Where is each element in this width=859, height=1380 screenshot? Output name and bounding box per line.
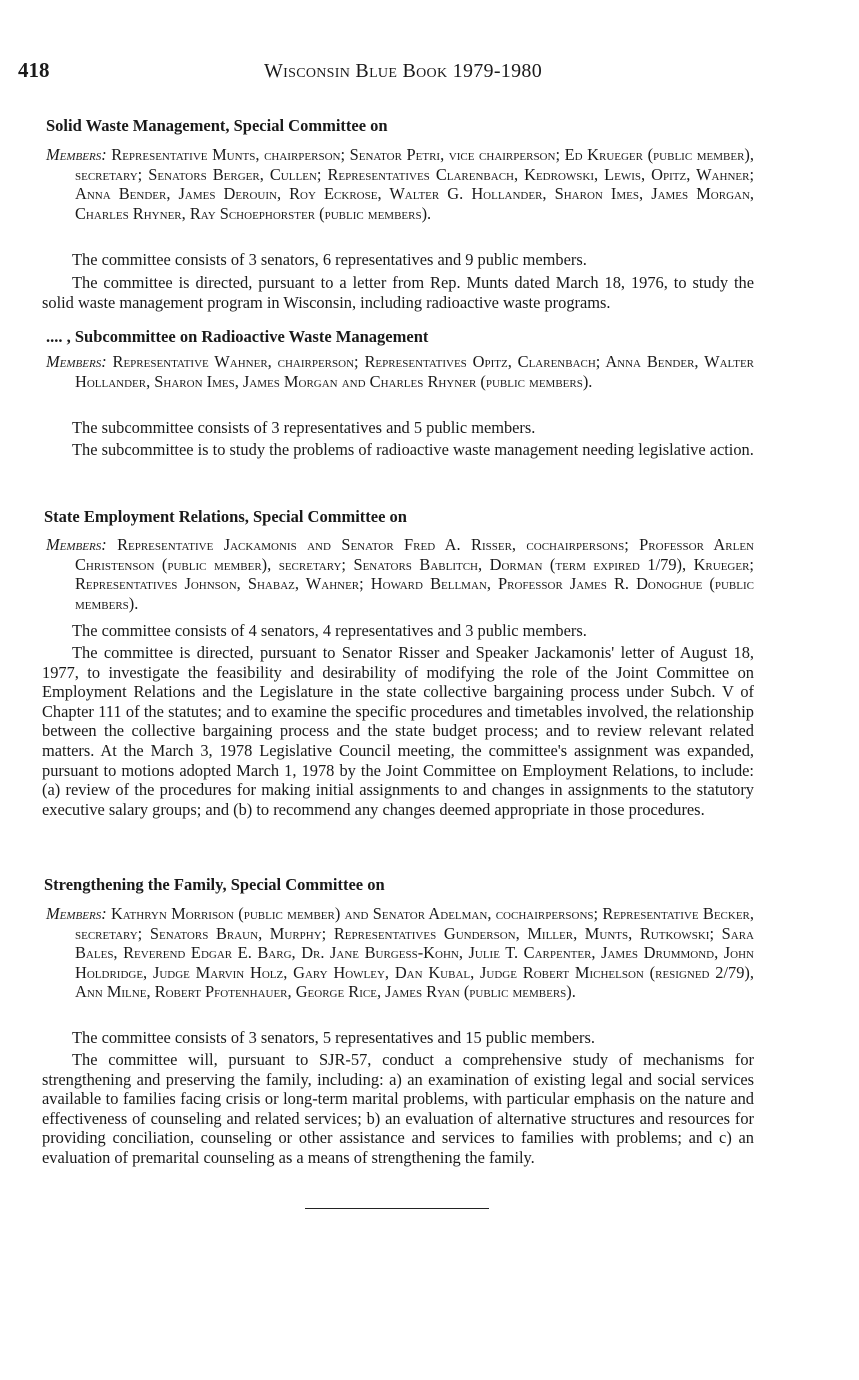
members-text: Kathryn Morrison (public member) and Senator Adelman, cochairpersons; Representative Becker, secretary; Senators Braun, Murphy; Representatives Gunderson, Miller, Munts, Rutkowski; Sara Bales, Reverend Edgar E. Barg, Dr. Jane Burgess-Kohn, Julie T. Carpenter, James Drummond, John Holdridge, Judge Marvin Holz, Gary Howley, Dan Kubal, Judge Robert Michelson (resigned 2/79), Ann Milne, Robert Pfotenhauer, George Rice, James Ryan (public members). xyxy=(75,904,754,1002)
section-heading: State Employment Relations, Special Committee on xyxy=(44,507,407,526)
members-text: Representative Wahner, chairperson; Representatives Opitz, Clarenbach; Anna Bender, Walter Hollander, Sharon Imes, James Morgan and Charles Rhyner (public members). xyxy=(75,352,754,391)
paragraph: The subcommittee consists of 3 representatives and 5 public members. xyxy=(72,418,536,437)
members-list xyxy=(46,145,754,223)
paragraph: The subcommittee is to study the problems of radioactive waste management needing legislative action. xyxy=(72,440,754,459)
paragraph: The committee is directed, pursuant to a letter from Rep. Munts dated March 18, 1976, to study the solid waste management program in Wisconsin, including radioactive waste programs. xyxy=(42,273,754,312)
section-heading: .... , Subcommittee on Radioactive Waste Management xyxy=(46,327,429,346)
paragraph: The committee is directed, pursuant to Senator Risser and Speaker Jackamonis' letter of August 18, 1977, to investigate the feasibility and desirability of modifying the role of the Joint Committee on Employment Relations and the Legislature in the state collective bargaining process under Subch. V of Chapter 111 of the statutes; and to examine the specific procedures and timetables involved, the relationship between the collective bargaining process and the state budget process; and to review relevant related matters. At the March 3, 1978 Legislative Council meeting, the committee's assignment was expanded, pursuant to motions adopted March 1, 1978 by the Joint Committee on Employment Relations, to include: (a) review of the procedures for making initial assignments to and changes in assignments to the statutory executive salary groups; and (b) to recommend any changes deemed appropriate in those procedures. xyxy=(42,643,754,819)
members-label: Members: xyxy=(46,535,107,554)
paragraph: The committee consists of 4 senators, 4 representatives and 3 public members. xyxy=(72,621,587,640)
paragraph: The committee consists of 3 senators, 6 representatives and 9 public members. xyxy=(72,250,587,269)
paragraph: The committee will, pursuant to SJR-57, conduct a comprehensive study of mechanisms for strengthening and preserving the family, including: a) an examination of existing legal and social services available to families facing crisis or long-term marital problems, with particular emphasis on the nature and effectiveness of counseling and related services; b) an evaluation of alternative structures and resources for providing conciliation, counseling or other assistance and services to families with problems; and c) an evaluation of premarital counseling as a means of strengthening the family. xyxy=(42,1050,754,1167)
members-list xyxy=(46,352,754,391)
members-list xyxy=(46,535,754,613)
members-list xyxy=(46,904,754,1002)
members-label: Members: xyxy=(46,145,107,164)
members-text: Representative Munts, chairperson; Senator Petri, vice chairperson; Ed Krueger (public member), secretary; Senators Berger, Cullen; Representatives Clarenbach, Kedrowski, Lewis, Opitz, Wahner; Anna Bender, James Derouin, Roy Eckrose, Walter G. Hollander, Sharon Imes, James Morgan, Charles Rhyner, Ray Schoephorster (public members). xyxy=(75,145,754,223)
page-number: 418 xyxy=(18,58,50,82)
section-heading: Solid Waste Management, Special Committee on xyxy=(46,116,388,135)
section-heading: Strengthening the Family, Special Committee on xyxy=(44,875,385,894)
members-label: Members: xyxy=(46,352,107,371)
end-rule xyxy=(305,1208,489,1209)
members-text: Representative Jackamonis and Senator Fred A. Risser, cochairpersons; Professor Arlen Christenson (public member), secretary; Senators Bablitch, Dorman (term expired 1/79), Krueger; Representatives Johnson, Shabaz, Wahner; Howard Bellman, Professor James R. Donoghue (public members). xyxy=(75,535,754,613)
running-head xyxy=(0,60,806,83)
paragraph: The committee consists of 3 senators, 5 representatives and 15 public members. xyxy=(72,1028,595,1047)
running-head-title: Wisconsin Blue Book 1979-1980 xyxy=(263,60,543,82)
members-label: Members: xyxy=(46,904,107,923)
